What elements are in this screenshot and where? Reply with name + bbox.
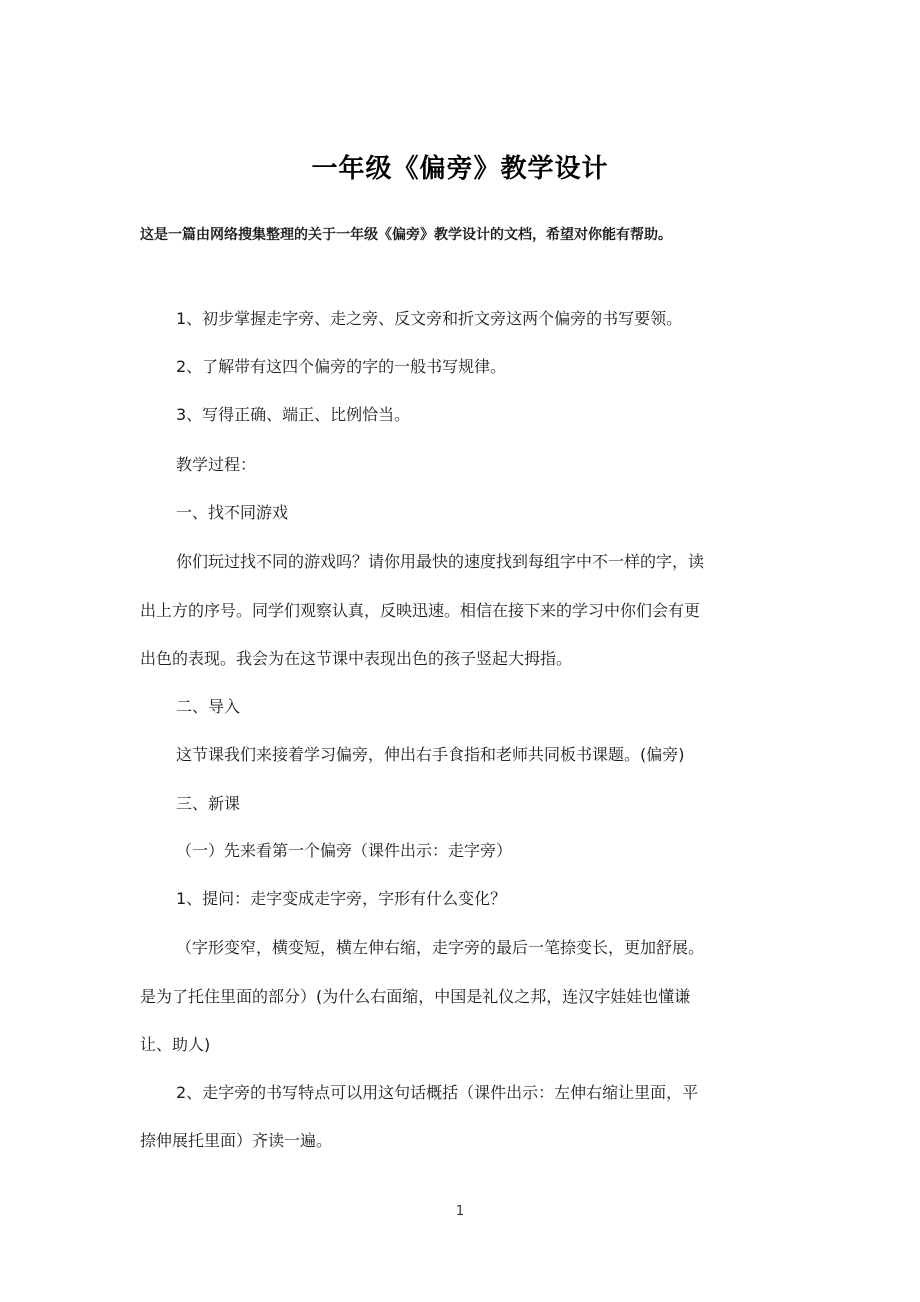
section-heading: 教学过程： — [176, 455, 257, 474]
paragraph-line: 1、提问：走字变成走字旁，字形有什么变化？ — [176, 889, 507, 908]
paragraph-line: 2、走字旁的书写特点可以用这句话概括（课件出示：左伸右缩让里面，平 — [176, 1083, 699, 1102]
paragraph-line: 让、助人) — [140, 1035, 211, 1054]
page-number: 1 — [455, 1204, 465, 1219]
paragraph-line: 出上方的序号。同学们观察认真，反映迅速。相信在接下来的学习中你们会有更 — [140, 601, 701, 620]
subsection-heading: （一）先来看第一个偏旁（课件出示：走字旁） — [176, 841, 513, 860]
paragraph-line: 2、了解带有这四个偏旁的字的一般书写规律。 — [176, 357, 507, 376]
paragraph-line: （字形变窄，横变短，横左伸右缩，走字旁的最后一笔捺变长，更加舒展。 — [176, 938, 705, 957]
paragraph-line: 3、写得正确、端正、比例恰当。 — [176, 405, 411, 424]
section-heading: 一、找不同游戏 — [176, 503, 289, 522]
section-heading: 三、新课 — [176, 794, 241, 813]
paragraph-line: 是为了托住里面的部分）(为什么右面缩，中国是礼仪之邦，连汉字娃娃也懂谦 — [140, 987, 691, 1006]
paragraph-line: 这节课我们来接着学习偏旁，伸出右手食指和老师共同板书课题。(偏旁) — [176, 745, 685, 764]
document-intro: 这是一篇由网络搜集整理的关于一年级《偏旁》教学设计的文档，希望对你能有帮助。 — [140, 227, 672, 243]
paragraph-line: 1、初步掌握走字旁、走之旁、反文旁和折文旁这两个偏旁的书写要领。 — [176, 309, 683, 328]
document-title: 一年级《偏旁》教学设计 — [311, 154, 609, 184]
paragraph-line: 你们玩过找不同的游戏吗？请你用最快的速度找到每组字中不一样的字，读 — [176, 552, 705, 571]
paragraph-line: 出色的表现。我会为在这节课中表现出色的孩子竖起大拇指。 — [140, 649, 573, 668]
section-heading: 二、导入 — [176, 697, 241, 716]
paragraph-line: 捺伸展托里面）齐读一遍。 — [140, 1131, 333, 1150]
